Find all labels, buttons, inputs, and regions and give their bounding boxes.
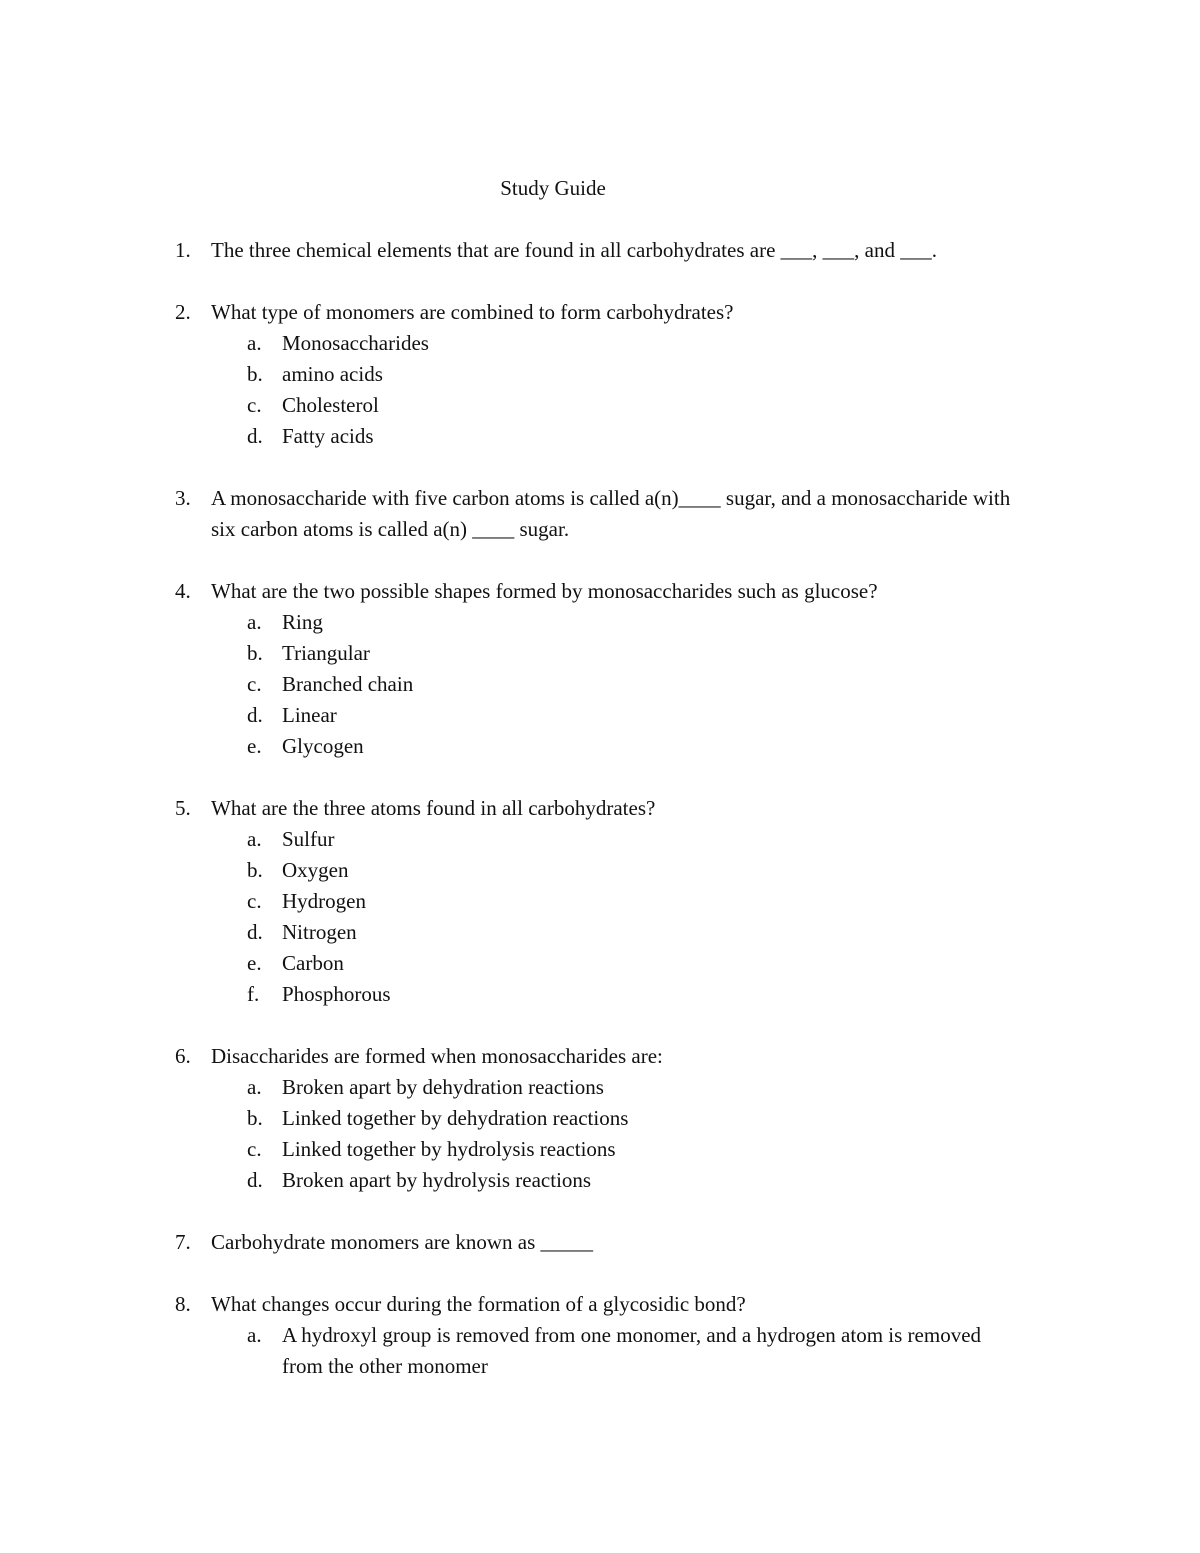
option-text: Linked together by dehydration reactions (282, 1106, 629, 1130)
answer-option (0, 421, 1200, 452)
option-letter: c. (247, 393, 262, 417)
question-number: 1. (175, 238, 191, 262)
option-text: Linear (282, 703, 337, 727)
answer-option (0, 886, 1200, 917)
option-text: Carbon (282, 951, 344, 975)
option-letter: a. (247, 331, 262, 355)
question-number: 5. (175, 796, 191, 820)
answer-option (0, 1134, 1200, 1165)
option-text: Cholesterol (282, 393, 379, 417)
option-text: amino acids (282, 362, 383, 386)
answer-option (0, 1320, 1200, 1382)
answer-option (0, 1103, 1200, 1134)
option-text: Branched chain (282, 672, 414, 696)
question-item (0, 1227, 1200, 1258)
question-number: 8. (175, 1292, 191, 1316)
question-item (0, 483, 1200, 545)
answer-option (0, 979, 1200, 1010)
option-letter: c. (247, 889, 262, 913)
question-text: What are the three atoms found in all carbohydrates? (211, 796, 656, 820)
option-letter: a. (247, 1075, 262, 1099)
answer-option (0, 669, 1200, 700)
option-letter: b. (247, 362, 263, 386)
question-list (0, 235, 1200, 1413)
option-letter: b. (247, 641, 263, 665)
option-text: Fatty acids (282, 424, 374, 448)
question-item (0, 793, 1200, 1010)
answer-options (0, 1072, 1200, 1196)
option-text: Oxygen (282, 858, 349, 882)
option-letter: a. (247, 827, 262, 851)
option-text: Ring (282, 610, 323, 634)
option-text: Sulfur (282, 827, 335, 851)
question-item (0, 1041, 1200, 1196)
question-text: Disaccharides are formed when monosaccharides are: (211, 1044, 663, 1068)
option-letter: c. (247, 1137, 262, 1161)
question-number: 3. (175, 486, 191, 510)
option-text: Phosphorous (282, 982, 391, 1006)
question-text: Carbohydrate monomers are known as _____ (211, 1230, 593, 1254)
question-text: The three chemical elements that are found in all carbohydrates are ___, ___, and ___. (211, 238, 937, 262)
option-text: Linked together by hydrolysis reactions (282, 1137, 616, 1161)
option-letter: d. (247, 920, 263, 944)
option-letter: e. (247, 951, 262, 975)
answer-option (0, 1165, 1200, 1196)
question-number: 7. (175, 1230, 191, 1254)
question-item (0, 235, 1200, 266)
question-number: 6. (175, 1044, 191, 1068)
question-number: 4. (175, 579, 191, 603)
answer-option (0, 638, 1200, 669)
answer-options (0, 1320, 1200, 1382)
question-item (0, 576, 1200, 762)
answer-option (0, 948, 1200, 979)
question-number: 2. (175, 300, 191, 324)
answer-option (0, 731, 1200, 762)
option-letter: d. (247, 424, 263, 448)
answer-option (0, 359, 1200, 390)
answer-option (0, 917, 1200, 948)
answer-option (0, 328, 1200, 359)
option-letter: f. (247, 982, 260, 1006)
option-text: Monosaccharides (282, 331, 429, 355)
answer-option (0, 1072, 1200, 1103)
answer-option (0, 855, 1200, 886)
question-text: What type of monomers are combined to form carbohydrates? (211, 300, 734, 324)
option-text: Broken apart by dehydration reactions (282, 1075, 604, 1099)
question-item (0, 1289, 1200, 1382)
option-text: A hydroxyl group is removed from one monomer, and a hydrogen atom is removed from the other monomer (282, 1323, 982, 1378)
option-letter: b. (247, 1106, 263, 1130)
answer-option (0, 824, 1200, 855)
answer-option (0, 700, 1200, 731)
option-letter: d. (247, 703, 263, 727)
question-item (0, 297, 1200, 452)
option-letter: a. (247, 610, 262, 634)
answer-option (0, 607, 1200, 638)
answer-option (0, 390, 1200, 421)
option-letter: a. (247, 1323, 262, 1347)
option-text: Glycogen (282, 734, 364, 758)
option-letter: b. (247, 858, 263, 882)
option-text: Broken apart by hydrolysis reactions (282, 1168, 592, 1192)
question-text: A monosaccharide with five carbon atoms is called a(n)____ sugar, and a monosaccharide with six carbon atoms is called a(n) ____ sugar. (211, 486, 1011, 541)
answer-options (0, 607, 1200, 762)
answer-options (0, 824, 1200, 1010)
option-text: Nitrogen (282, 920, 357, 944)
option-letter: e. (247, 734, 262, 758)
option-letter: c. (247, 672, 262, 696)
page-title: Study Guide (500, 176, 606, 200)
option-text: Hydrogen (282, 889, 366, 913)
option-text: Triangular (282, 641, 370, 665)
answer-options (0, 328, 1200, 452)
question-text: What changes occur during the formation of a glycosidic bond? (211, 1292, 746, 1316)
option-letter: d. (247, 1168, 263, 1192)
question-text: What are the two possible shapes formed by monosaccharides such as glucose? (211, 579, 878, 603)
